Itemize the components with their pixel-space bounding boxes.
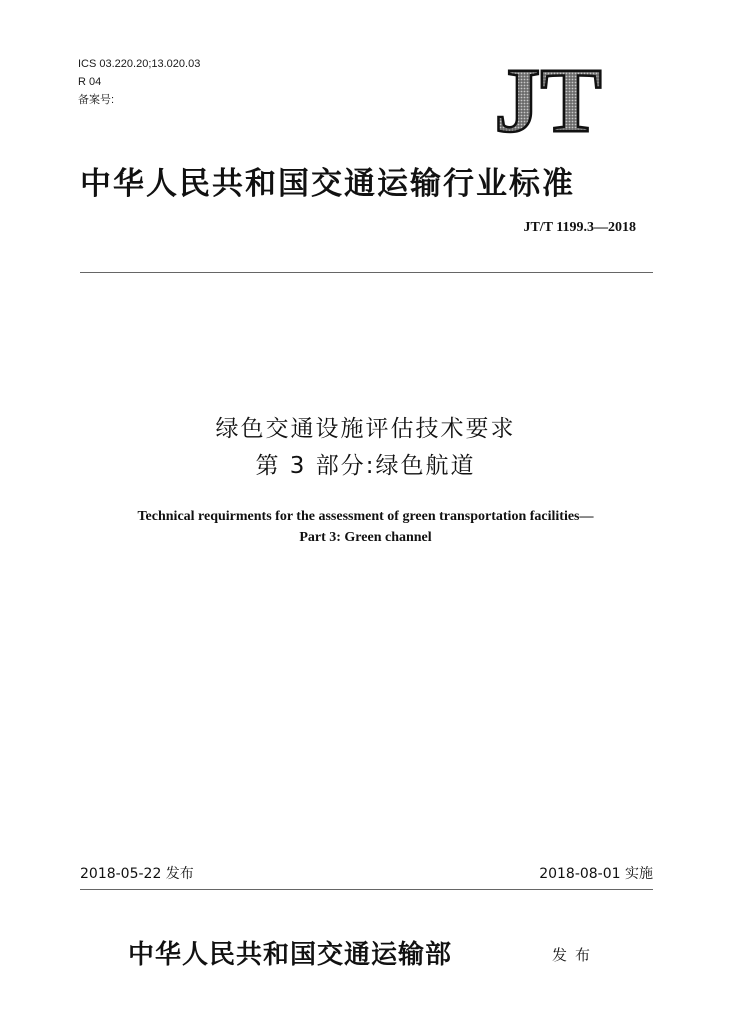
ccs-code: R 04	[78, 76, 102, 88]
publish-date: 2018-05-22 发布	[80, 866, 194, 882]
implement-date: 2018-08-01 实施	[539, 866, 653, 882]
title-zh-line-1: 绿色交通设施评估技术要求	[215, 416, 516, 442]
jt-logo-letters: JT	[494, 63, 602, 135]
title-zh-line-2: 第 3 部分:绿色航道	[255, 453, 476, 479]
footer-divider	[80, 889, 653, 890]
ics-code: ICS 03.220.20;13.020.03	[78, 58, 201, 70]
jt-logo	[478, 63, 618, 135]
standard-number: JT/T 1199.3—2018	[523, 220, 636, 235]
issued-label: 发布	[552, 946, 599, 964]
issuing-authority: 中华人民共和国交通运输部	[128, 940, 453, 970]
title-en-line-2: Part 3: Green channel	[299, 530, 432, 545]
department-standard-title: 中华人民共和国交通运输行业标准	[80, 166, 575, 202]
filing-number-label: 备案号:	[78, 94, 115, 106]
header-divider	[80, 272, 653, 273]
title-en-line-1: Technical requirments for the assessment of green transportation facilities—	[137, 509, 594, 524]
